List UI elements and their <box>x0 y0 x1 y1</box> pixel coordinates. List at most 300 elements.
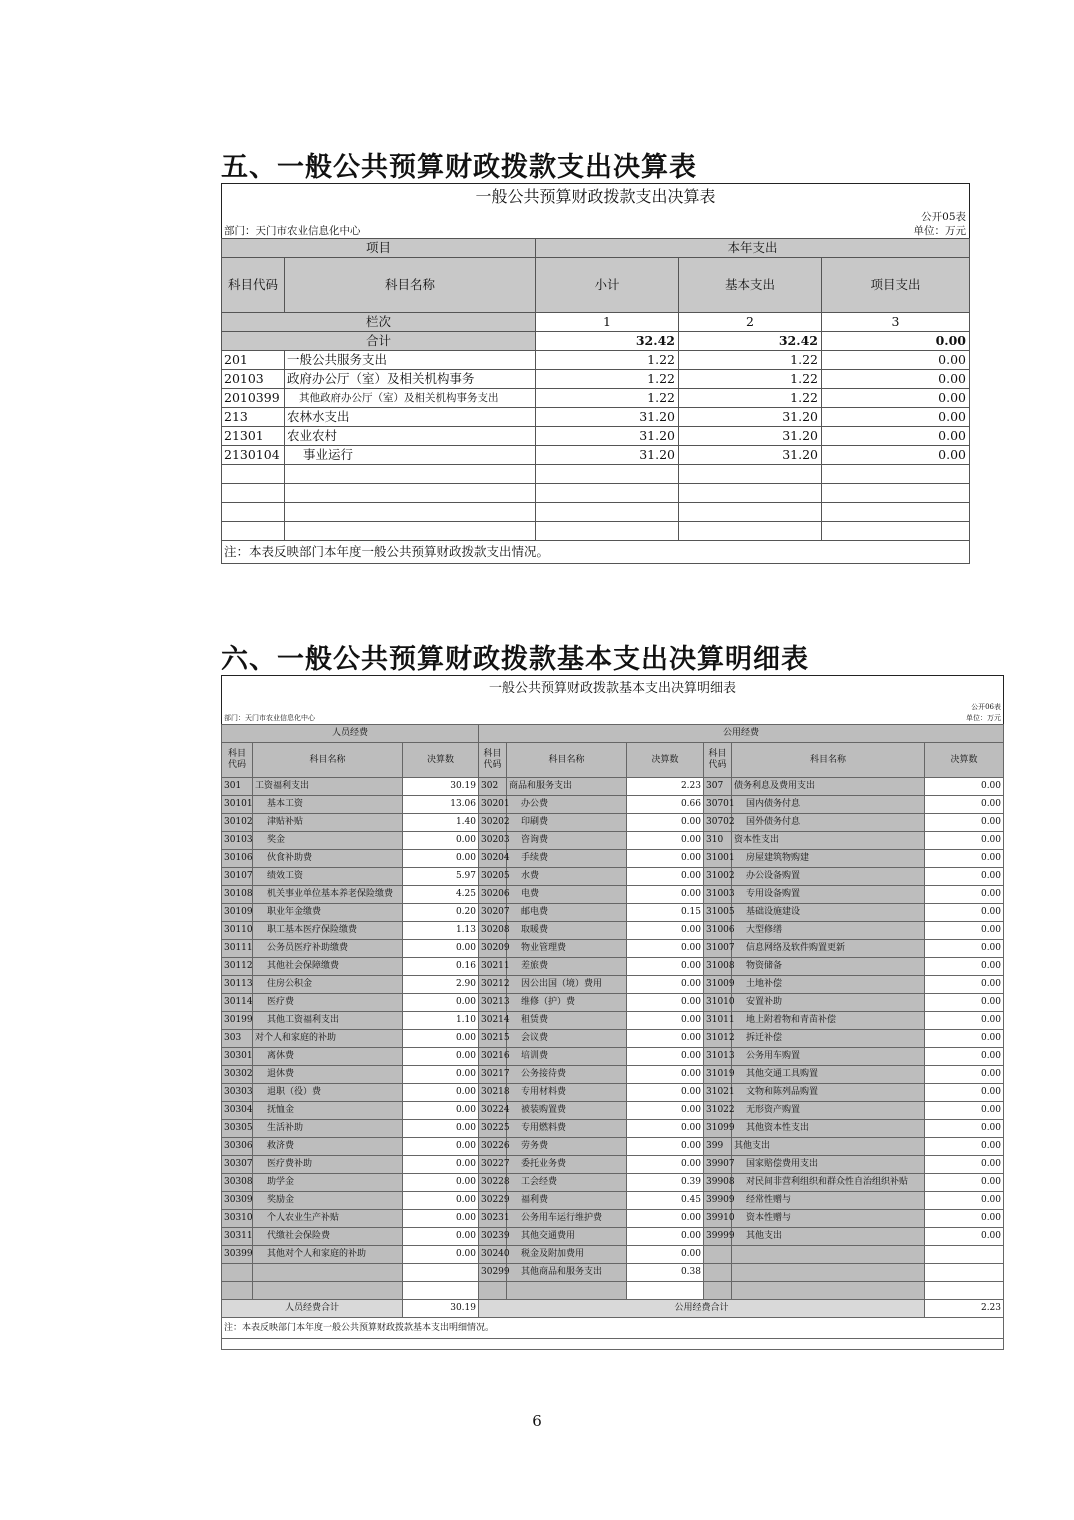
row-right-amount: 0.00 <box>925 1030 1004 1048</box>
row-subtotal: 31.20 <box>536 408 679 427</box>
row-right-amount <box>925 1282 1004 1300</box>
row-right-code: 39908 <box>704 1174 732 1192</box>
row-mid-name: 邮电费 <box>507 904 627 922</box>
row-right-code: 31099 <box>704 1120 732 1138</box>
row-mid-name: 租赁费 <box>507 1012 627 1030</box>
table-row <box>222 904 1004 922</box>
row-right-name: 地上附着物和青苗补偿 <box>732 1012 925 1030</box>
row-project: 0.00 <box>822 370 970 389</box>
row-code: 2130104 <box>222 446 285 465</box>
row-mid-name <box>507 1282 627 1300</box>
row-project: 0.00 <box>822 446 970 465</box>
empty-row <box>222 1339 1004 1350</box>
row-left-code: 30107 <box>222 868 253 886</box>
row-name: 农业农村 <box>285 427 536 446</box>
personnel-total-label: 人员经费合计 <box>222 1300 403 1318</box>
row-mid-amount: 0.00 <box>627 1138 704 1156</box>
row-mid-amount: 0.00 <box>627 1210 704 1228</box>
row-right-amount: 0.00 <box>925 1138 1004 1156</box>
unit-label: 单位：万元 <box>913 225 967 237</box>
row-right-name: 物资储备 <box>732 958 925 976</box>
row-mid-code: 30201 <box>479 796 507 814</box>
row-right-amount: 0.00 <box>925 814 1004 832</box>
row-left-code: 301 <box>222 778 253 796</box>
table-row <box>222 1174 1004 1192</box>
row-left-amount: 0.00 <box>403 1192 479 1210</box>
row-right-amount: 0.00 <box>925 1210 1004 1228</box>
row-left-name: 助学金 <box>253 1174 403 1192</box>
row-right-amount <box>925 1246 1004 1264</box>
table1-note: 注：本表反映部门本年度一般公共预算财政拨款支出情况。 <box>222 541 970 564</box>
row-mid-name: 培训费 <box>507 1048 627 1066</box>
row-left-amount: 0.16 <box>403 958 479 976</box>
row-mid-name: 印刷费 <box>507 814 627 832</box>
row-subtotal: 31.20 <box>536 446 679 465</box>
header-code-right: 科目代码 <box>704 743 732 778</box>
table-row <box>222 922 1004 940</box>
table-row <box>222 1048 1004 1066</box>
table-row <box>222 958 1004 976</box>
table-row <box>222 832 1004 850</box>
row-basic: 31.20 <box>679 446 822 465</box>
row-right-name: 资本性支出 <box>732 832 925 850</box>
table-row <box>222 1030 1004 1048</box>
row-mid-amount: 2.23 <box>627 778 704 796</box>
row-right-amount: 0.00 <box>925 868 1004 886</box>
row-right-amount: 0.00 <box>925 940 1004 958</box>
row-left-name: 对个人和家庭的补助 <box>253 1030 403 1048</box>
row-right-amount: 0.00 <box>925 886 1004 904</box>
row-right-amount: 0.00 <box>925 832 1004 850</box>
row-right-amount: 0.00 <box>925 1156 1004 1174</box>
row-right-amount: 0.00 <box>925 1120 1004 1138</box>
row-right-name: 办公设备购置 <box>732 868 925 886</box>
row-name: 一般公共服务支出 <box>285 351 536 370</box>
row-left-code: 30111 <box>222 940 253 958</box>
row-mid-code: 30207 <box>479 904 507 922</box>
row-right-name: 无形资产购置 <box>732 1102 925 1120</box>
row-mid-amount: 0.00 <box>627 886 704 904</box>
row-mid-name: 其他商品和服务支出 <box>507 1264 627 1282</box>
row-mid-amount: 0.00 <box>627 814 704 832</box>
row-right-amount: 0.00 <box>925 1066 1004 1084</box>
row-left-amount: 0.00 <box>403 1120 479 1138</box>
row-mid-amount: 0.15 <box>627 904 704 922</box>
row-right-name: 国外债务付息 <box>732 814 925 832</box>
row-mid-code: 30211 <box>479 958 507 976</box>
row-right-amount: 0.00 <box>925 1102 1004 1120</box>
row-mid-amount: 0.00 <box>627 922 704 940</box>
row-left-amount: 1.10 <box>403 1012 479 1030</box>
column-index-2: 2 <box>679 313 822 332</box>
row-mid-amount: 0.00 <box>627 1066 704 1084</box>
header-name-mid: 科目名称 <box>507 743 627 778</box>
table-row <box>222 446 970 465</box>
total-subtotal: 32.42 <box>536 332 679 351</box>
row-right-code: 39999 <box>704 1228 732 1246</box>
row-mid-code: 30224 <box>479 1102 507 1120</box>
row-left-name: 奖金 <box>253 832 403 850</box>
row-right-amount: 0.00 <box>925 976 1004 994</box>
row-mid-amount: 0.38 <box>627 1264 704 1282</box>
row-left-code: 30103 <box>222 832 253 850</box>
unit-label-2: 单位：万元 <box>966 714 1002 722</box>
row-mid-name: 取暖费 <box>507 922 627 940</box>
row-left-name: 绩效工资 <box>253 868 403 886</box>
table-row <box>222 886 1004 904</box>
row-project: 0.00 <box>822 427 970 446</box>
row-mid-code: 30215 <box>479 1030 507 1048</box>
row-left-amount: 0.00 <box>403 1102 479 1120</box>
row-left-amount <box>403 1264 479 1282</box>
row-left-code: 30102 <box>222 814 253 832</box>
header-year-expenditure: 本年支出 <box>536 239 970 258</box>
row-left-amount: 0.00 <box>403 1228 479 1246</box>
total-project: 0.00 <box>822 332 970 351</box>
row-basic: 1.22 <box>679 370 822 389</box>
row-left-amount: 5.97 <box>403 868 479 886</box>
row-right-code: 31006 <box>704 922 732 940</box>
row-right-code <box>704 1282 732 1300</box>
row-left-code: 30311 <box>222 1228 253 1246</box>
table-row <box>222 1012 1004 1030</box>
header-amount-mid: 决算数 <box>627 743 704 778</box>
table-row <box>222 814 1004 832</box>
row-right-name: 房屋建筑物购建 <box>732 850 925 868</box>
row-mid-code: 30216 <box>479 1048 507 1066</box>
row-left-name: 其他对个人和家庭的补助 <box>253 1246 403 1264</box>
table-row <box>222 1066 1004 1084</box>
row-left-name <box>253 1264 403 1282</box>
row-mid-code: 30202 <box>479 814 507 832</box>
total-basic: 32.42 <box>679 332 822 351</box>
table-row <box>222 1138 1004 1156</box>
personnel-total: 30.19 <box>403 1300 479 1318</box>
basic-expenditure-detail-table <box>221 675 1004 1350</box>
row-mid-name: 手续费 <box>507 850 627 868</box>
row-mid-code: 30226 <box>479 1138 507 1156</box>
row-mid-name: 工会经费 <box>507 1174 627 1192</box>
row-right-amount: 0.00 <box>925 778 1004 796</box>
row-mid-name: 专用燃料费 <box>507 1120 627 1138</box>
row-left-code <box>222 1264 253 1282</box>
row-left-name: 生活补助 <box>253 1120 403 1138</box>
row-mid-name: 会议费 <box>507 1030 627 1048</box>
row-mid-amount: 0.00 <box>627 1030 704 1048</box>
row-project: 0.00 <box>822 351 970 370</box>
table-row <box>222 427 970 446</box>
row-left-name: 津贴补贴 <box>253 814 403 832</box>
row-right-amount: 0.00 <box>925 922 1004 940</box>
row-left-amount: 13.06 <box>403 796 479 814</box>
row-mid-code: 30204 <box>479 850 507 868</box>
table-row <box>222 976 1004 994</box>
row-right-code <box>704 1264 732 1282</box>
row-left-code: 30302 <box>222 1066 253 1084</box>
row-right-amount <box>925 1264 1004 1282</box>
row-left-code: 30305 <box>222 1120 253 1138</box>
row-right-code: 30702 <box>704 814 732 832</box>
row-right-code: 31001 <box>704 850 732 868</box>
header-name-right: 科目名称 <box>732 743 925 778</box>
row-right-name: 公务用车购置 <box>732 1048 925 1066</box>
header-basic: 基本支出 <box>679 258 822 313</box>
table-row <box>222 1156 1004 1174</box>
row-left-name: 公务员医疗补助缴费 <box>253 940 403 958</box>
header-amount-left: 决算数 <box>403 743 479 778</box>
row-left-amount <box>403 1282 479 1300</box>
row-name: 其他政府办公厅（室）及相关机构事务支出 <box>285 389 536 408</box>
header-project: 项目支出 <box>822 258 970 313</box>
row-left-code: 30114 <box>222 994 253 1012</box>
header-public: 公用经费 <box>479 725 1004 743</box>
row-left-amount: 0.00 <box>403 1174 479 1192</box>
empty-row <box>222 522 970 541</box>
row-left-amount: 1.40 <box>403 814 479 832</box>
row-right-amount: 0.00 <box>925 904 1004 922</box>
header-code: 科目代码 <box>222 258 285 313</box>
row-left-code: 30110 <box>222 922 253 940</box>
row-right-code: 31019 <box>704 1066 732 1084</box>
row-right-code: 31011 <box>704 1012 732 1030</box>
row-right-code: 31013 <box>704 1048 732 1066</box>
row-left-code: 30113 <box>222 976 253 994</box>
row-left-code: 30306 <box>222 1138 253 1156</box>
column-index-label: 栏次 <box>222 313 536 332</box>
row-mid-code: 302 <box>479 778 507 796</box>
row-right-code: 31009 <box>704 976 732 994</box>
row-right-amount: 0.00 <box>925 1228 1004 1246</box>
row-mid-amount: 0.00 <box>627 976 704 994</box>
row-left-code: 30112 <box>222 958 253 976</box>
row-mid-code: 30240 <box>479 1246 507 1264</box>
table-row <box>222 1282 1004 1300</box>
row-left-name: 伙食补助费 <box>253 850 403 868</box>
row-mid-amount: 0.45 <box>627 1192 704 1210</box>
row-right-code: 31005 <box>704 904 732 922</box>
row-left-code: 30308 <box>222 1174 253 1192</box>
row-right-amount: 0.00 <box>925 1192 1004 1210</box>
row-name: 农林水支出 <box>285 408 536 427</box>
row-left-code: 30199 <box>222 1012 253 1030</box>
table-row <box>222 408 970 427</box>
row-left-code: 30399 <box>222 1246 253 1264</box>
row-right-name: 信息网络及软件购置更新 <box>732 940 925 958</box>
row-right-name: 土地补偿 <box>732 976 925 994</box>
row-left-code: 30301 <box>222 1048 253 1066</box>
header-subtotal: 小计 <box>536 258 679 313</box>
row-right-name <box>732 1264 925 1282</box>
row-left-code: 30109 <box>222 904 253 922</box>
row-left-name: 抚恤金 <box>253 1102 403 1120</box>
row-left-amount: 30.19 <box>403 778 479 796</box>
row-left-amount: 0.00 <box>403 832 479 850</box>
row-left-name: 其他社会保障缴费 <box>253 958 403 976</box>
row-mid-amount <box>627 1282 704 1300</box>
row-right-name <box>732 1246 925 1264</box>
row-left-name: 离休费 <box>253 1048 403 1066</box>
table-row <box>222 370 970 389</box>
row-right-code: 31022 <box>704 1102 732 1120</box>
row-mid-amount: 0.00 <box>627 850 704 868</box>
form-number: 公开05表 <box>921 211 967 223</box>
row-left-amount: 0.00 <box>403 850 479 868</box>
row-mid-code: 30239 <box>479 1228 507 1246</box>
row-right-code: 310 <box>704 832 732 850</box>
row-left-name <box>253 1282 403 1300</box>
row-right-name: 其他支出 <box>732 1138 925 1156</box>
row-mid-code: 30218 <box>479 1084 507 1102</box>
row-right-name: 专用设备购置 <box>732 886 925 904</box>
row-right-amount: 0.00 <box>925 1174 1004 1192</box>
row-mid-amount: 0.00 <box>627 1228 704 1246</box>
row-right-name: 债务利息及费用支出 <box>732 778 925 796</box>
row-left-amount: 0.00 <box>403 1066 479 1084</box>
empty-row <box>222 484 970 503</box>
row-mid-code: 30214 <box>479 1012 507 1030</box>
row-right-code: 31010 <box>704 994 732 1012</box>
row-mid-code: 30299 <box>479 1264 507 1282</box>
row-left-amount: 0.00 <box>403 940 479 958</box>
row-mid-code: 30208 <box>479 922 507 940</box>
row-left-name: 基本工资 <box>253 796 403 814</box>
row-mid-code: 30205 <box>479 868 507 886</box>
row-mid-name: 公务用车运行维护费 <box>507 1210 627 1228</box>
row-left-code: 30307 <box>222 1156 253 1174</box>
row-mid-amount: 0.00 <box>627 1120 704 1138</box>
row-code: 2010399 <box>222 389 285 408</box>
public-total-label: 公用经费合计 <box>479 1300 925 1318</box>
row-mid-name: 委托业务费 <box>507 1156 627 1174</box>
row-left-name: 代缴社会保险费 <box>253 1228 403 1246</box>
row-right-name: 经常性赠与 <box>732 1192 925 1210</box>
row-left-amount: 0.20 <box>403 904 479 922</box>
row-left-code <box>222 1282 253 1300</box>
row-left-code: 30108 <box>222 886 253 904</box>
row-mid-code: 30227 <box>479 1156 507 1174</box>
row-mid-name: 劳务费 <box>507 1138 627 1156</box>
row-right-amount: 0.00 <box>925 796 1004 814</box>
section6-heading: 六、一般公共预算财政拨款基本支出决算明细表 <box>221 644 809 675</box>
table-row <box>222 1264 1004 1282</box>
column-index-1: 1 <box>536 313 679 332</box>
row-mid-amount: 0.39 <box>627 1174 704 1192</box>
row-right-amount: 0.00 <box>925 994 1004 1012</box>
row-right-code: 31003 <box>704 886 732 904</box>
row-mid-name: 税金及附加费用 <box>507 1246 627 1264</box>
table-row <box>222 796 1004 814</box>
row-right-amount: 0.00 <box>925 1084 1004 1102</box>
row-right-code: 39910 <box>704 1210 732 1228</box>
row-right-code: 31021 <box>704 1084 732 1102</box>
row-basic: 31.20 <box>679 427 822 446</box>
table-row <box>222 850 1004 868</box>
row-mid-name: 其他交通费用 <box>507 1228 627 1246</box>
row-right-name: 安置补助 <box>732 994 925 1012</box>
row-mid-amount: 0.00 <box>627 1048 704 1066</box>
row-project: 0.00 <box>822 408 970 427</box>
row-mid-name: 商品和服务支出 <box>507 778 627 796</box>
row-left-amount: 0.00 <box>403 1138 479 1156</box>
header-item: 项目 <box>222 239 536 258</box>
row-mid-amount: 0.00 <box>627 868 704 886</box>
row-right-code: 39907 <box>704 1156 732 1174</box>
row-right-code: 31007 <box>704 940 732 958</box>
row-mid-code: 30231 <box>479 1210 507 1228</box>
row-left-name: 个人农业生产补贴 <box>253 1210 403 1228</box>
row-right-amount: 0.00 <box>925 958 1004 976</box>
header-amount-right: 决算数 <box>925 743 1004 778</box>
table-row <box>222 1228 1004 1246</box>
header-code-left: 科目代码 <box>222 743 253 778</box>
section5-heading: 五、一般公共预算财政拨款支出决算表 <box>221 152 697 183</box>
row-right-name <box>732 1282 925 1300</box>
department-label-2: 部门：天门市农业信息化中心 <box>224 714 315 722</box>
row-left-code: 303 <box>222 1030 253 1048</box>
row-basic: 1.22 <box>679 351 822 370</box>
row-left-name: 住房公积金 <box>253 976 403 994</box>
row-mid-amount: 0.00 <box>627 1156 704 1174</box>
table-row <box>222 994 1004 1012</box>
row-right-code: 30701 <box>704 796 732 814</box>
row-right-code: 31002 <box>704 868 732 886</box>
row-left-code: 30310 <box>222 1210 253 1228</box>
table-row <box>222 1246 1004 1264</box>
header-name-left: 科目名称 <box>253 743 403 778</box>
row-subtotal: 1.22 <box>536 389 679 408</box>
row-mid-amount: 0.00 <box>627 1102 704 1120</box>
row-name: 政府办公厅（室）及相关机构事务 <box>285 370 536 389</box>
table-row <box>222 351 970 370</box>
row-left-name: 其他工资福利支出 <box>253 1012 403 1030</box>
row-mid-name: 咨询费 <box>507 832 627 850</box>
row-mid-amount: 0.00 <box>627 1084 704 1102</box>
row-project: 0.00 <box>822 389 970 408</box>
table-row <box>222 778 1004 796</box>
table-row <box>222 389 970 408</box>
row-mid-code: 30203 <box>479 832 507 850</box>
row-right-code: 399 <box>704 1138 732 1156</box>
row-mid-name: 水费 <box>507 868 627 886</box>
row-right-name: 其他支出 <box>732 1228 925 1246</box>
row-mid-code: 30225 <box>479 1120 507 1138</box>
row-mid-amount: 0.00 <box>627 1012 704 1030</box>
row-left-name: 退休费 <box>253 1066 403 1084</box>
row-right-amount: 0.00 <box>925 1012 1004 1030</box>
row-mid-amount: 0.00 <box>627 832 704 850</box>
row-right-amount: 0.00 <box>925 850 1004 868</box>
row-right-name: 资本性赠与 <box>732 1210 925 1228</box>
header-code-mid: 科目代码 <box>479 743 507 778</box>
row-mid-name: 办公费 <box>507 796 627 814</box>
row-left-amount: 0.00 <box>403 1210 479 1228</box>
row-subtotal: 1.22 <box>536 351 679 370</box>
general-budget-expenditure-table <box>221 183 970 564</box>
row-mid-name: 物业管理费 <box>507 940 627 958</box>
row-mid-code <box>479 1282 507 1300</box>
table1-title: 一般公共预算财政拨款支出决算表 <box>475 187 716 206</box>
row-mid-name: 因公出国（境）费用 <box>507 976 627 994</box>
row-right-name: 国家赔偿费用支出 <box>732 1156 925 1174</box>
department-label: 部门：天门市农业信息化中心 <box>224 225 361 237</box>
row-right-amount: 0.00 <box>925 1048 1004 1066</box>
row-mid-name: 专用材料费 <box>507 1084 627 1102</box>
row-right-name: 拆迁补偿 <box>732 1030 925 1048</box>
row-mid-code: 30229 <box>479 1192 507 1210</box>
row-right-code: 31008 <box>704 958 732 976</box>
form-number-2: 公开06表 <box>971 703 1002 711</box>
row-code: 21301 <box>222 427 285 446</box>
